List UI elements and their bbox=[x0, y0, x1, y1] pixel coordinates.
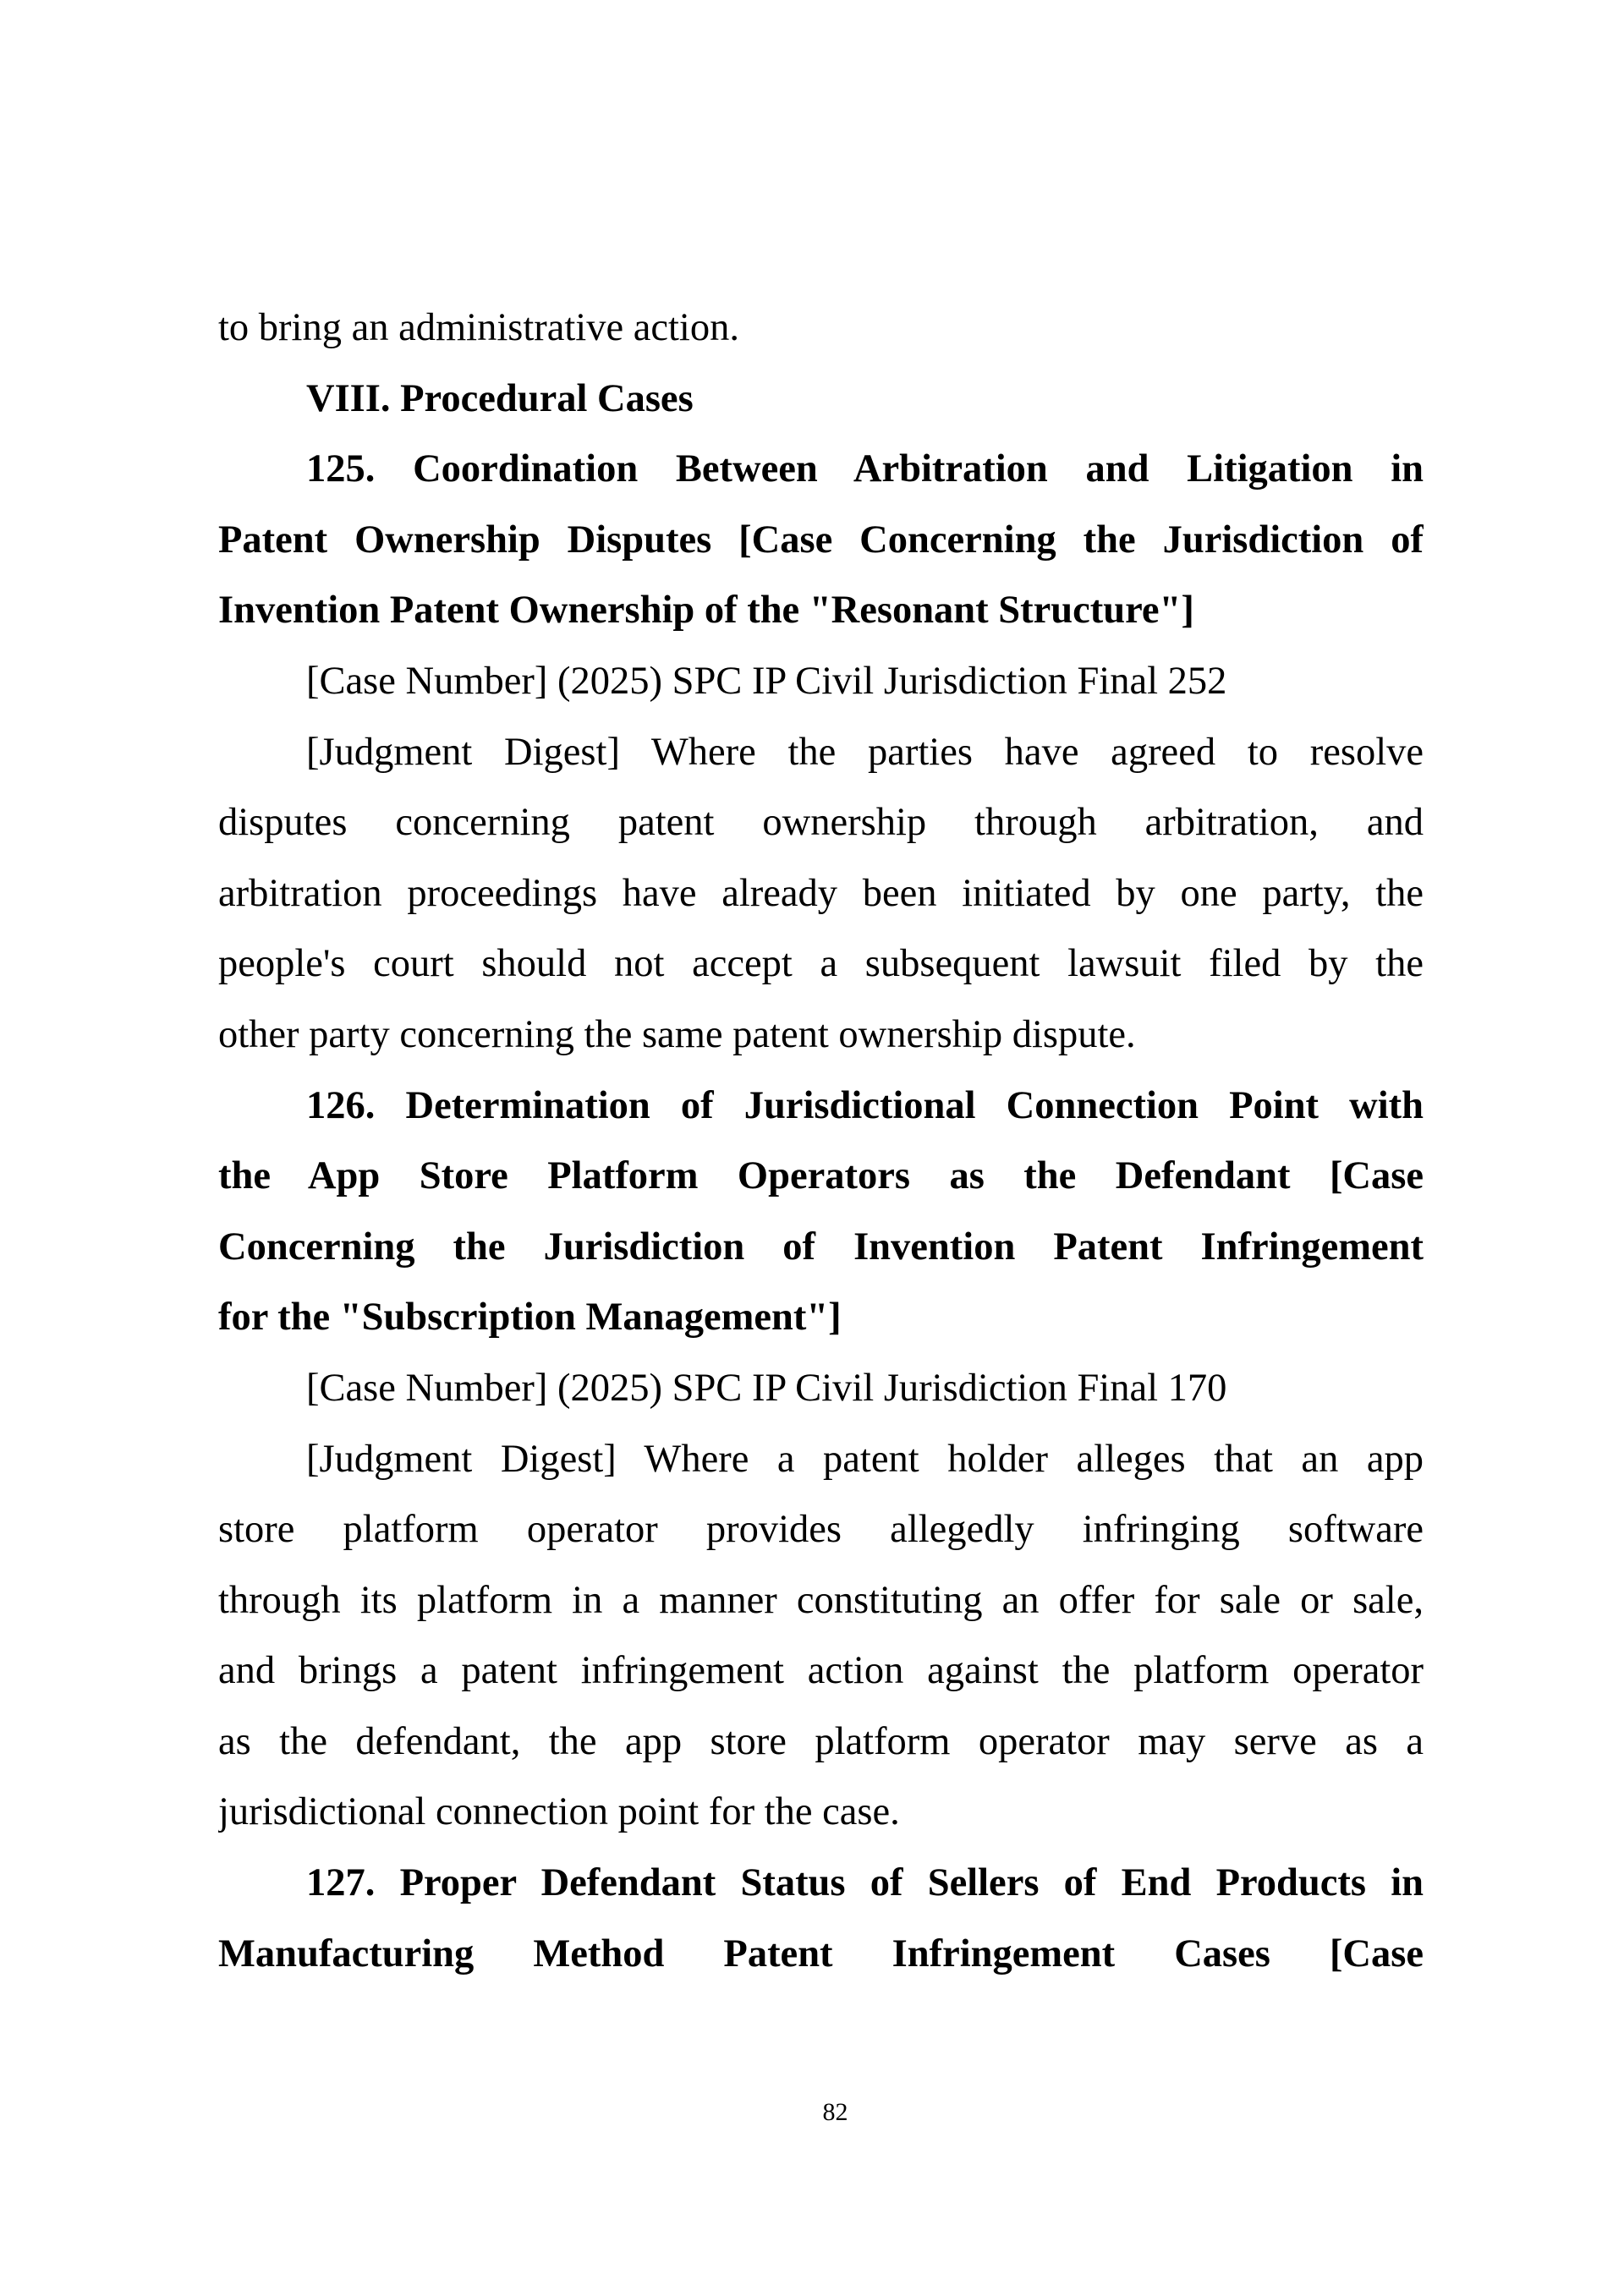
page-body bbox=[218, 293, 1424, 1989]
text-line: VIII. Procedural Cases bbox=[306, 376, 694, 420]
text-line: other party concerning the same patent ownership dispute. bbox=[218, 1012, 1136, 1056]
judgment-digest-125 bbox=[218, 717, 1424, 1071]
text-line: the App Store Platform Operators as the Defendant [Case bbox=[218, 1154, 1424, 1198]
text-line: 126. Determination of Jurisdictional Connection Point with bbox=[306, 1083, 1424, 1127]
text-line: 125. Coordination Between Arbitration and Litigation in bbox=[306, 447, 1424, 491]
case-heading-127 bbox=[218, 1848, 1424, 1989]
text-line: as the defendant, the app store platform operator may serve as a bbox=[218, 1719, 1424, 1763]
text-line: through its platform in a manner constituting an offer for sale or sale, bbox=[218, 1578, 1424, 1622]
text-line: Invention Patent Ownership of the "Resonant Structure"] bbox=[218, 589, 1194, 633]
text-line: [Judgment Digest] Where the parties have agreed to resolve bbox=[306, 730, 1424, 774]
text-line: store platform operator provides allegedly infringing software bbox=[218, 1508, 1424, 1552]
case-number-252 bbox=[218, 646, 1424, 717]
text-line: disputes concerning patent ownership through arbitration, and bbox=[218, 801, 1424, 845]
text-line: arbitration proceedings have already been initiated by one party, the bbox=[218, 871, 1424, 915]
text-line: Manufacturing Method Patent Infringement Cases [Case bbox=[218, 1932, 1424, 1975]
paragraph-continuation bbox=[218, 293, 1424, 364]
text-line: Patent Ownership Disputes [Case Concerning the Jurisdiction of bbox=[218, 518, 1424, 562]
text-line: [Case Number] (2025) SPC IP Civil Jurisdiction Final 252 bbox=[306, 659, 1227, 703]
case-heading-126 bbox=[218, 1071, 1424, 1353]
section-heading bbox=[218, 364, 1424, 435]
text-line: people's court should not accept a subsequent lawsuit filed by the bbox=[218, 942, 1424, 986]
text-line: 127. Proper Defendant Status of Sellers of End Products in bbox=[306, 1861, 1424, 1905]
text-line: Concerning the Jurisdiction of Invention Patent Infringement bbox=[218, 1225, 1424, 1269]
text-line: [Case Number] (2025) SPC IP Civil Jurisdiction Final 170 bbox=[306, 1366, 1227, 1410]
case-heading-125 bbox=[218, 434, 1424, 646]
judgment-digest-126 bbox=[218, 1424, 1424, 1849]
case-number-170 bbox=[218, 1353, 1424, 1424]
text-line: jurisdictional connection point for the case. bbox=[218, 1790, 900, 1834]
text-line: [Judgment Digest] Where a patent holder alleges that an app bbox=[306, 1437, 1424, 1481]
text-line: for the "Subscription Management"] bbox=[218, 1296, 842, 1340]
text-line: to bring an administrative action. bbox=[218, 306, 739, 349]
page-number: 82 bbox=[822, 2098, 848, 2126]
text-line: and brings a patent infringement action against the platform operator bbox=[218, 1649, 1424, 1693]
